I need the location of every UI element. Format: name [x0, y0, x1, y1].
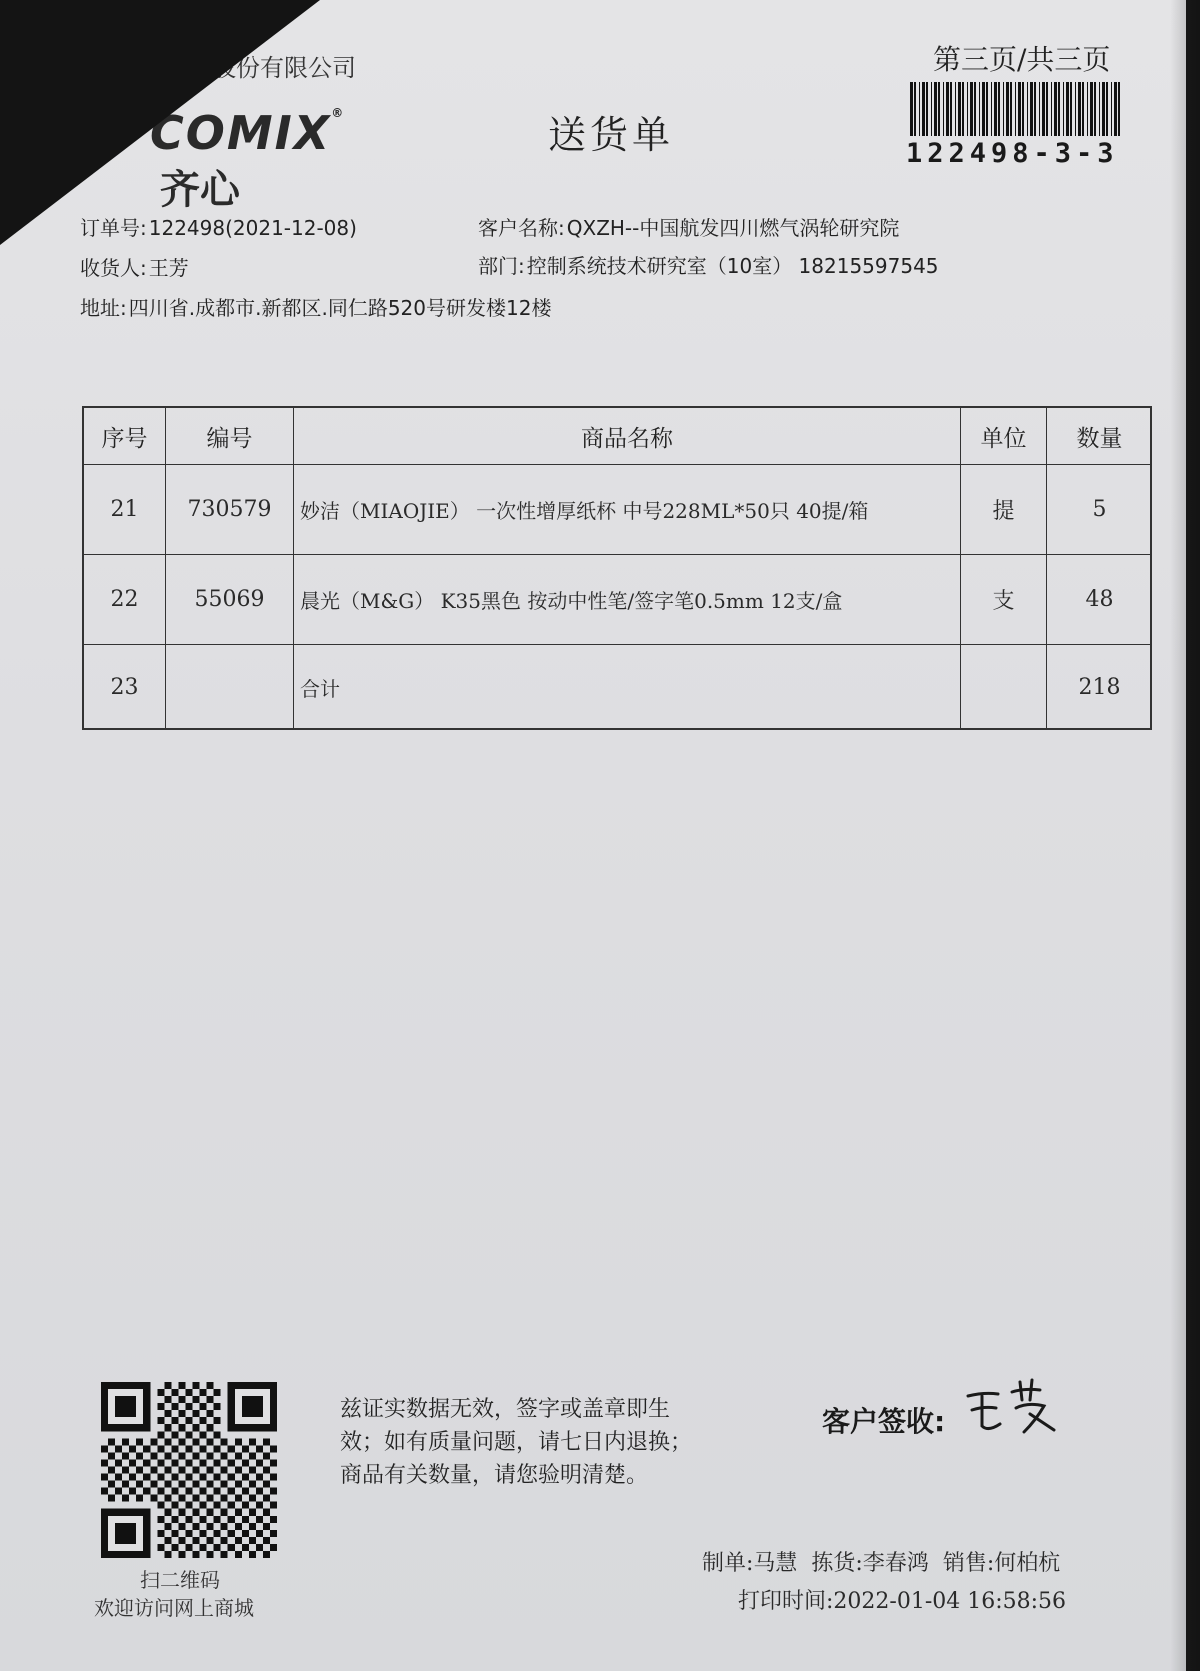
sales: 销售:何柏杭: [942, 1551, 1061, 1576]
receiver-value: 王芳: [148, 256, 189, 280]
row-code: [166, 644, 294, 730]
address: [80, 292, 551, 321]
items-table: [82, 406, 1152, 730]
table-total-row: [84, 644, 1150, 730]
customer-signature-label: 客户签收:: [822, 1405, 946, 1438]
row-code: 55069: [166, 554, 294, 644]
document-title: 送货单: [548, 113, 675, 157]
header-product-name: 商品名称: [294, 408, 961, 464]
row-product-name: 合计: [294, 644, 961, 730]
row-unit: 支: [961, 554, 1047, 644]
paper-edge-shadow: [1170, 0, 1200, 1671]
table-row: [84, 464, 1150, 555]
header-code: 编号: [166, 408, 294, 464]
customer-name-label: 客户名称:: [478, 216, 565, 240]
qr-caption-mall: 欢迎访问网上商城: [94, 1596, 254, 1620]
row-qty: 218: [1078, 674, 1121, 700]
row-seq: 22: [84, 554, 166, 644]
print-time: 打印时间:2022-01-04 16:58:56: [738, 1589, 1067, 1614]
qr-code-icon[interactable]: [100, 1382, 278, 1558]
company-name: 股份有限公司: [212, 54, 356, 82]
address-value: 四川省.成都市.新都区.同仁路520号研发楼12楼: [128, 296, 552, 320]
receiver-label: 收货人:: [80, 256, 147, 280]
notice-line-2: 效；如有质量问题，请七日内退换；: [340, 1430, 693, 1455]
customer-name-value: QXZH--中国航发四川燃气涡轮研究院: [566, 216, 900, 240]
notice-line-3: 商品有关数量，请您验明清楚。: [340, 1463, 649, 1488]
row-qty: 48: [1085, 586, 1114, 612]
row-seq: 21: [84, 464, 166, 554]
receiver: [80, 252, 189, 281]
page-indicator: 第三页/共三页: [933, 43, 1111, 76]
handwritten-signature-icon: [962, 1374, 1072, 1438]
qr-caption-scan: 扫二维码: [140, 1568, 220, 1592]
maker: 制单:马慧: [702, 1551, 798, 1576]
notice-line-1: 兹证实数据无效，签字或盖章即生: [340, 1397, 671, 1422]
header-seq: 序号: [84, 408, 166, 464]
row-product-name: 妙洁（MIAOJIE） 一次性增厚纸杯 中号228ML*50只 40提/箱: [294, 464, 961, 554]
department: [478, 250, 939, 279]
row-unit: 提: [961, 464, 1047, 554]
picker: 拣货:李春鸿: [811, 1551, 929, 1576]
barcode-number: 122498-3-3: [906, 138, 1119, 169]
table-header-row: [84, 408, 1150, 465]
address-label: 地址:: [80, 296, 127, 320]
table-row: [84, 554, 1150, 645]
row-seq: 23: [84, 644, 166, 730]
header-unit: 单位: [961, 408, 1047, 464]
row-unit: [961, 644, 1047, 730]
order-number-label: 订单号:: [80, 216, 147, 240]
folded-corner-shadow: [0, 0, 320, 245]
company-logo-cn: 齐心: [160, 167, 240, 213]
notice-text: [340, 1393, 692, 1492]
header-qty: 数量: [1076, 425, 1123, 452]
row-product-name: 晨光（M&G） K35黑色 按动中性笔/签字笔0.5mm 12支/盒: [294, 554, 961, 644]
customer-name: [478, 212, 899, 241]
department-label: 部门:: [478, 254, 525, 278]
row-code: 730579: [166, 464, 294, 554]
barcode-icon: [910, 82, 1124, 136]
registered-mark-icon: ®: [331, 106, 346, 120]
department-value: 控制系统技术研究室（10室） 18215597545: [526, 254, 939, 278]
row-qty: 5: [1092, 496, 1107, 522]
order-number-value: 122498(2021-12-08): [148, 216, 357, 240]
footer-staff: [702, 1546, 1060, 1577]
logo-text: COMIX: [150, 106, 332, 160]
